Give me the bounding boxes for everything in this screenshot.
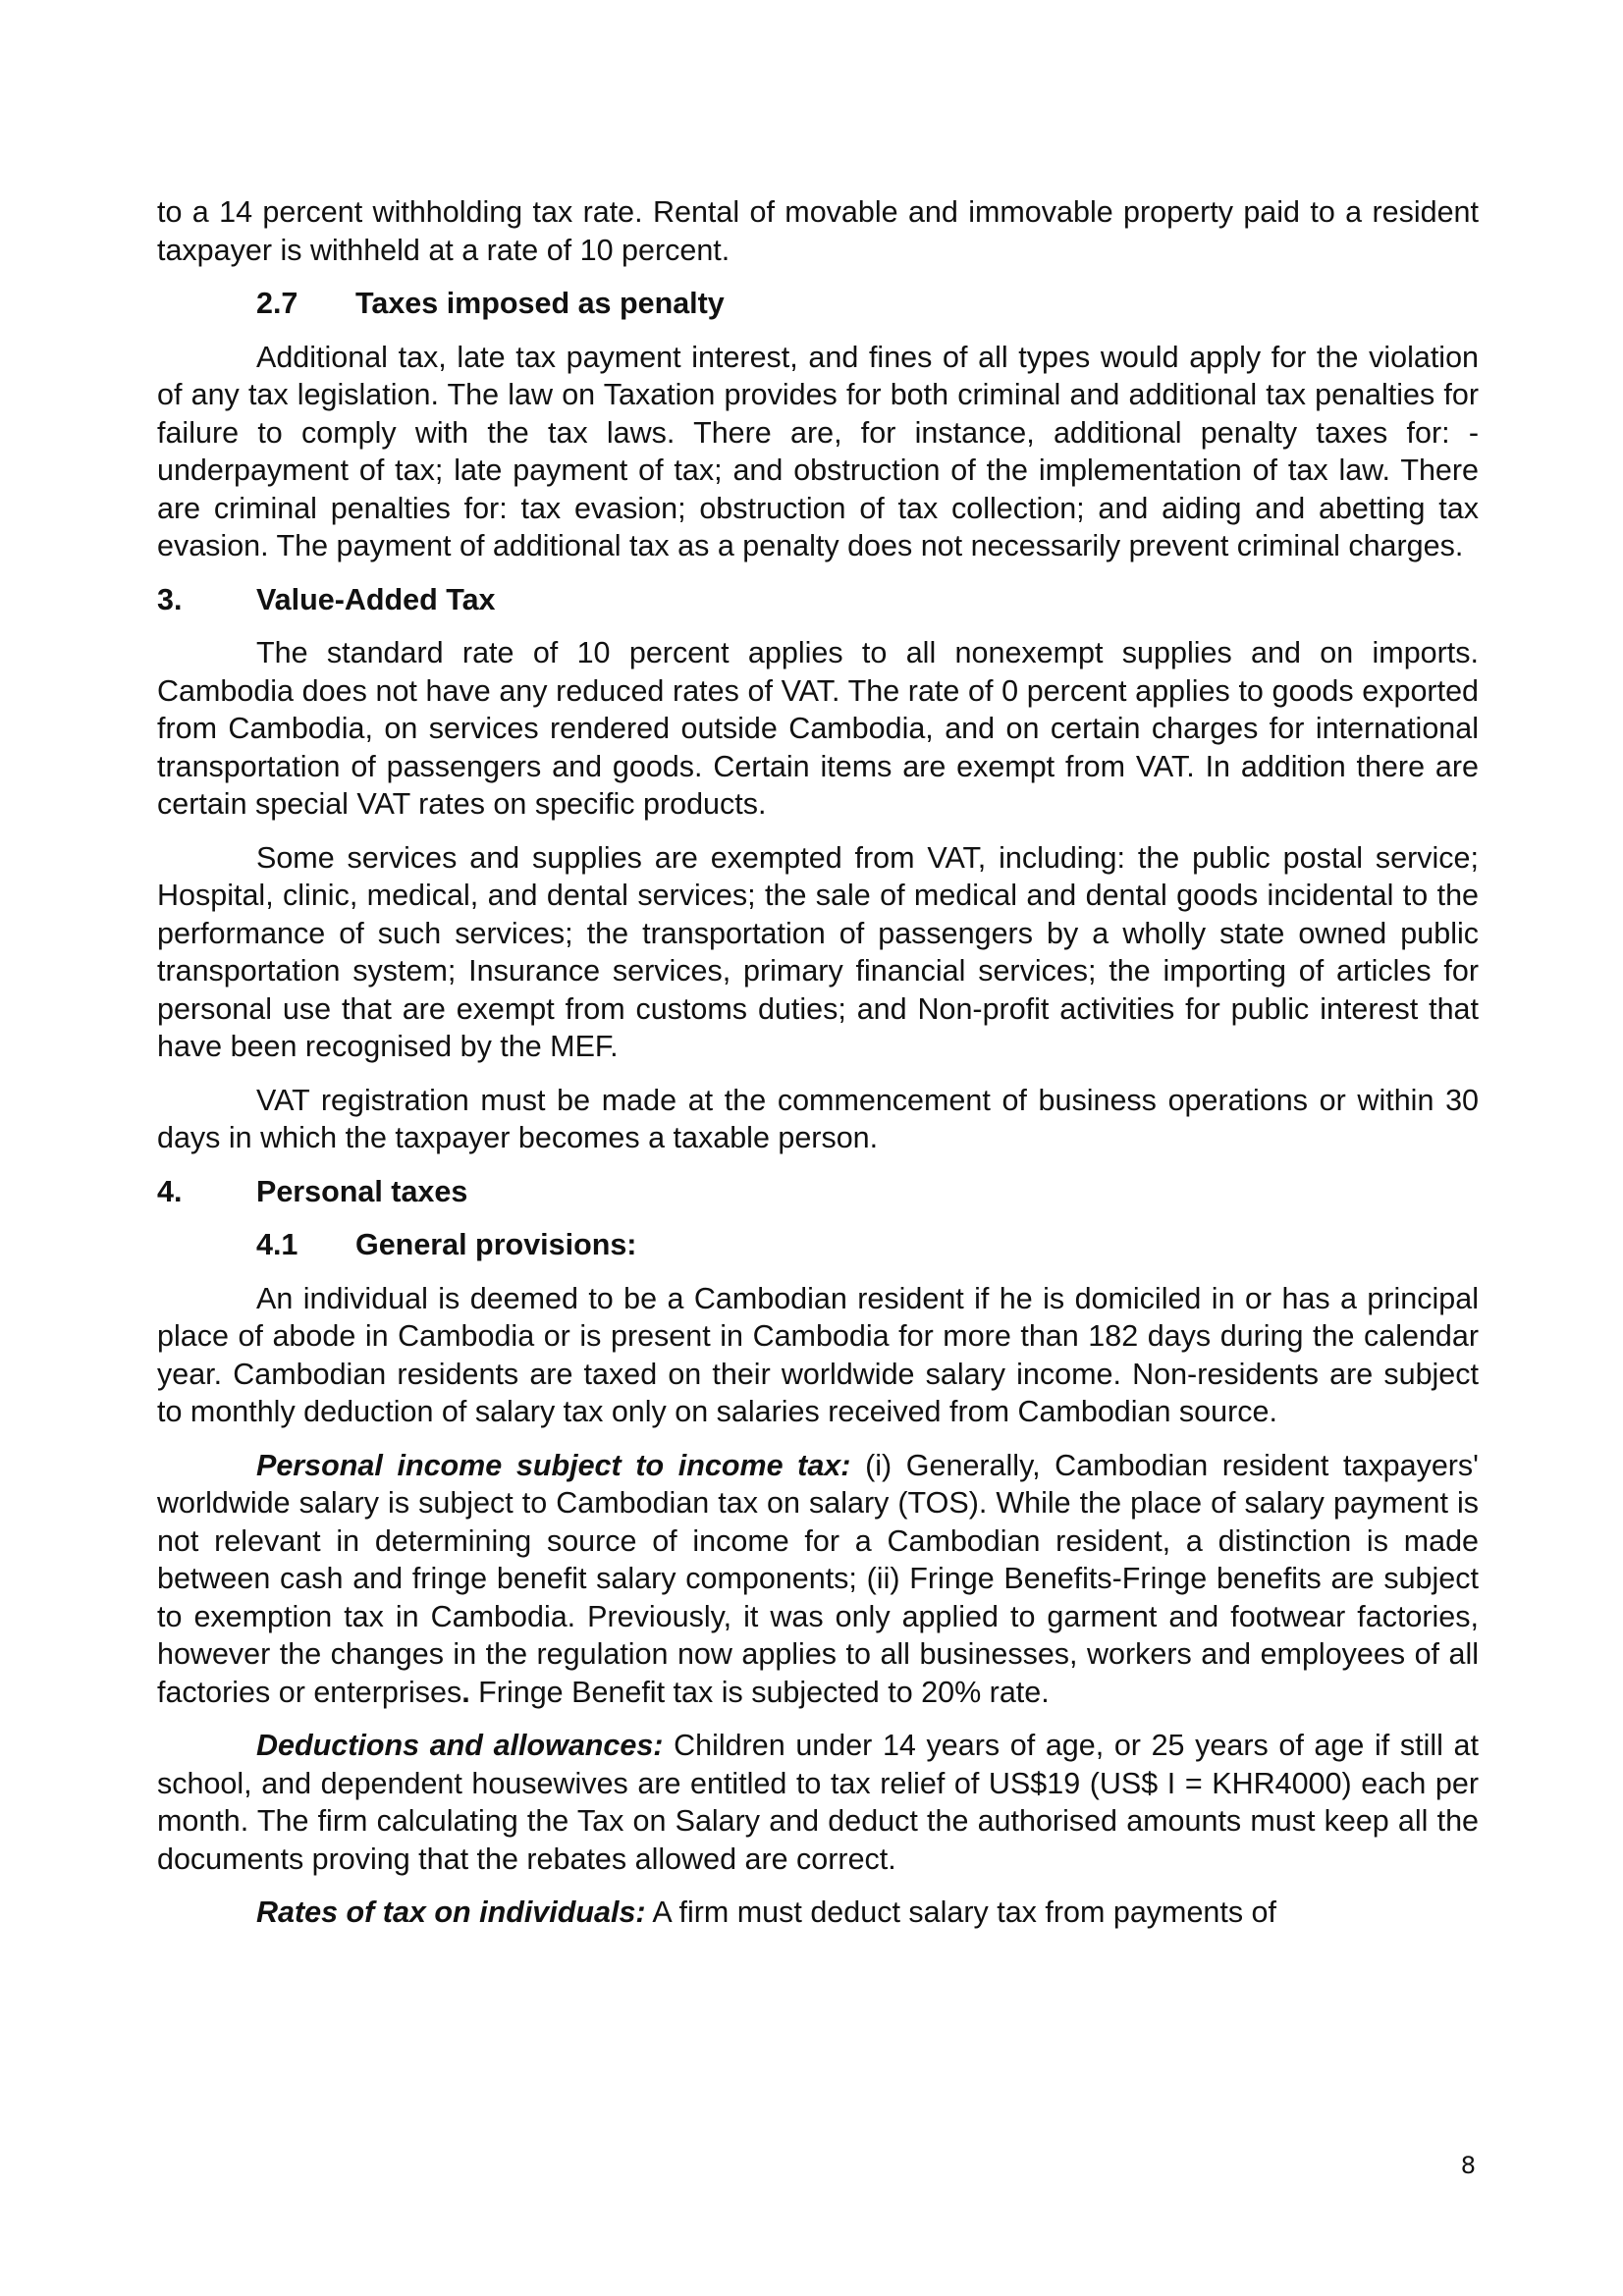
page-number: 8 — [1460, 2152, 1476, 2179]
paragraph-text: (i) Generally, Cambodian resident taxpayers' worldwide salary is subject to Cambodian tax on salary (TOS). While the place of salary payment is not relevant in determining source of income for a Cambodian resident, a distinction is made between cash and fringe benefit salary components; (ii) Fringe Benefits-Fringe benefits are subject to exemption tax in Cambodia. Previously, it was only applied to garment and footwear factories, however the changes in the regulation now applies to all businesses, workers and employees of all factories or enterprises — [157, 1448, 1480, 1709]
section-2-7-heading — [256, 285, 1479, 323]
penalty-paragraph: Additional tax, late tax payment interest, and fines of all types would apply for the violation of any tax legislation. The law on Taxation provides for both criminal and additional tax penalties for failure to comply with the tax laws. There are, for instance, additional penalty taxes for: - underpayment of tax; late payment of tax; and obstruction of the implementation of tax law. There are criminal penalties for: tax evasion; obstruction of tax collection; and aiding and abetting tax evasion. The payment of additional tax as a penalty does not necessarily prevent criminal charges. — [157, 340, 1479, 562]
section-title: General provisions: — [355, 1228, 637, 1261]
section-title: Taxes imposed as penalty — [355, 287, 725, 320]
section-4-heading — [157, 1173, 1479, 1211]
paragraph-period: . — [461, 1675, 470, 1709]
section-title: Value-Added Tax — [256, 582, 496, 616]
section-4-1-heading — [256, 1226, 1479, 1264]
section-number: 4.1 — [256, 1228, 298, 1261]
vat-exemptions-paragraph: Some services and supplies are exempted from VAT, including: the public postal service; Hospital, clinic, medical, and dental services; the sale of medical and dental goods incidental to the performance of such services; the transportation of passengers by a wholly state owned public transportation system; Insurance services, primary financial services; the importing of articles for personal use that are exempt from customs duties; and Non-profit activities for public interest that have been recognised by the MEF. — [157, 840, 1479, 1063]
paragraph-tail: Fringe Benefit tax is subjected to 20% rate. — [469, 1675, 1050, 1709]
section-3-heading — [157, 581, 1479, 619]
vat-registration-paragraph: VAT registration must be made at the commencement of business operations or within 30 days in which the taxpayer becomes a taxable person. — [157, 1083, 1479, 1154]
intro-paragraph: to a 14 percent withholding tax rate. Rental of movable and immovable property paid to a resident taxpayer is withheld at a rate of 10 percent. — [157, 195, 1479, 267]
paragraph-text: Children under 14 years of age, or 25 years of age if still at school, and dependent housewives are entitled to tax relief of US$19 (US$ I = KHR4000) each per month. The firm calculating the Tax on Salary and deduct the authorised amounts must keep all the documents proving that the rebates allowed are correct. — [157, 1729, 1479, 1876]
section-number: 2.7 — [256, 287, 298, 320]
paragraph-lead: Rates of tax on individuals: — [256, 1896, 646, 1929]
section-number: 3. — [157, 582, 183, 616]
document-body — [157, 193, 1479, 1948]
residency-paragraph: An individual is deemed to be a Cambodian resident if he is domiciled in or has a principal place of abode in Cambodia or is present in Cambodia for more than 182 days during the calendar year. Cambodian residents are taxed on their worldwide salary income. Non-residents are subject to monthly deduction of salary tax only on salaries received from Cambodian source. — [157, 1281, 1479, 1428]
vat-rates-paragraph: The standard rate of 10 percent applies to all nonexempt supplies and on imports. Cambodia does not have any reduced rates of VAT. The rate of 0 percent applies to goods exported from Cambodia, on services rendered outside Cambodia, and on certain charges for international transportation of passengers and goods. Certain items are exempt from VAT. In addition there are certain special VAT rates on specific products. — [157, 636, 1479, 821]
deductions-paragraph — [157, 1727, 1479, 1878]
rates-paragraph — [157, 1894, 1479, 1932]
personal-income-paragraph — [157, 1447, 1479, 1712]
paragraph-text: A firm must deduct salary tax from payments of — [645, 1896, 1276, 1929]
section-title: Personal taxes — [256, 1174, 468, 1208]
paragraph-lead: Personal income subject to income tax: — [256, 1448, 851, 1482]
section-number: 4. — [157, 1174, 183, 1208]
paragraph-lead: Deductions and allowances: — [256, 1729, 664, 1762]
